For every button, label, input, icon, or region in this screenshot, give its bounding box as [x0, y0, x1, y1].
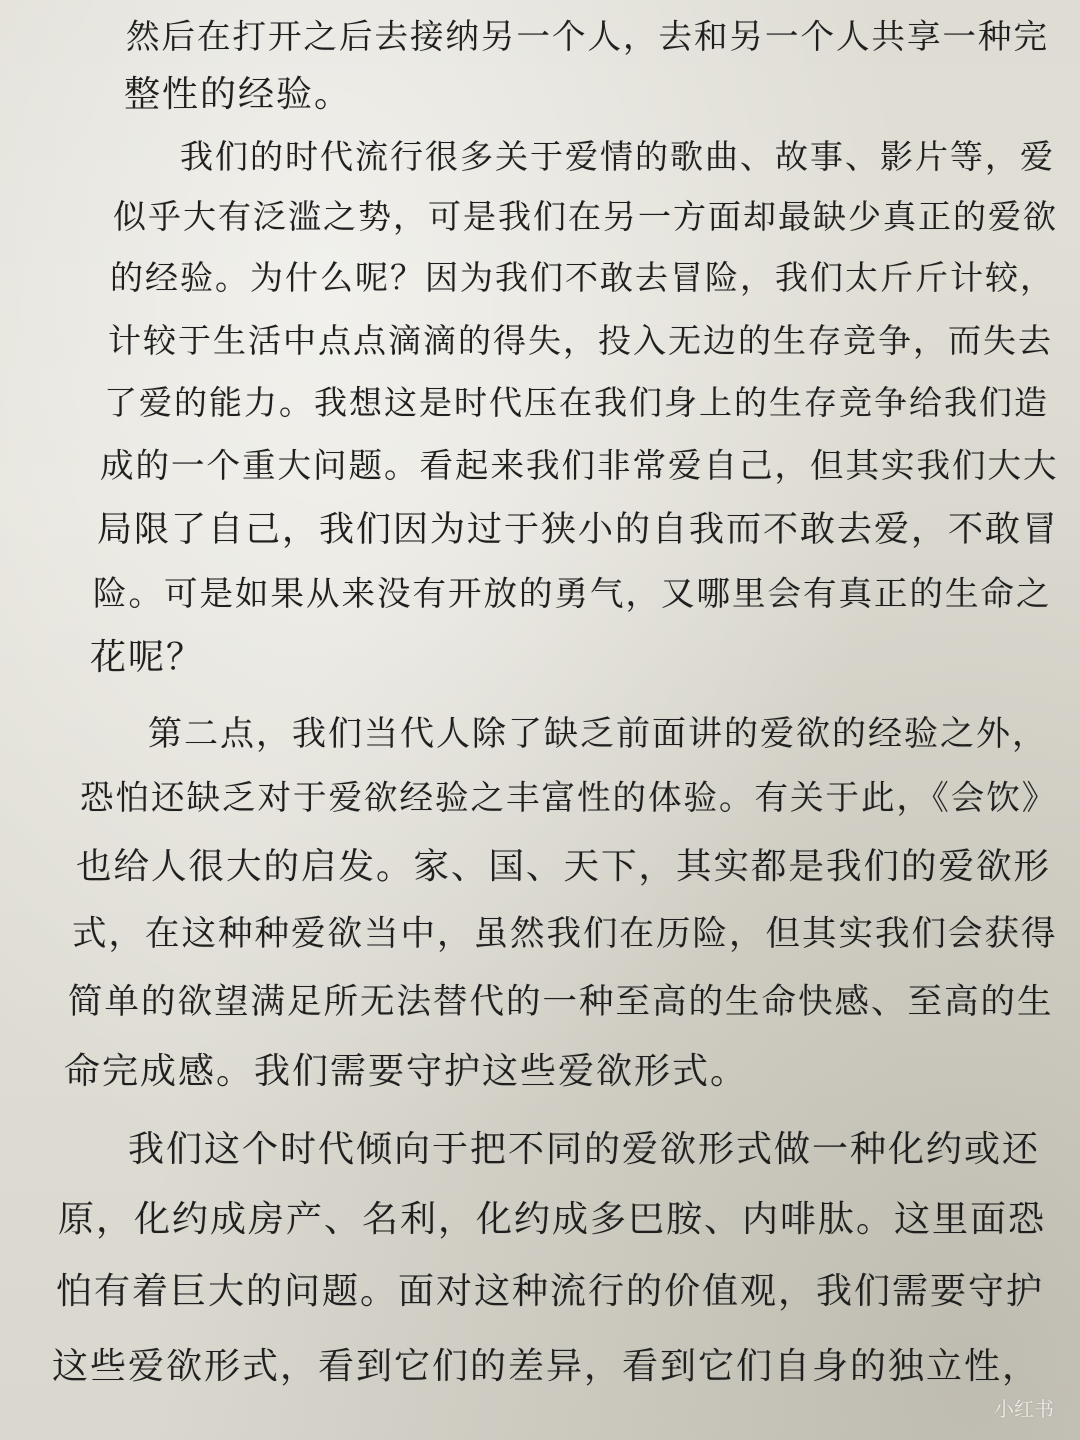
text-line: 然后在打开之后去接纳另一个人，去和另一个人共享一种完	[126, 17, 1049, 56]
text-line: 第二点，我们当代人除了缺乏前面讲的爱欲的经验之外，	[148, 714, 1048, 754]
watermark: 小红书	[994, 1397, 1054, 1421]
text-line: 整性的经验。	[124, 74, 353, 115]
text-line: 的经验。为什么呢？因为我们不敢去冒险，我们太斤斤计较，	[110, 258, 1055, 297]
text-line: 我们的时代流行很多关于爱情的歌曲、故事、影片等，爱	[180, 137, 1055, 176]
text-line: 险。可是如果从来没有开放的勇气，又哪里会有真正的生命之	[93, 574, 1052, 613]
show-through-text	[620, 88, 920, 128]
text-line: 我们这个时代倾向于把不同的爱欲形式做一种化约或还	[128, 1129, 1041, 1170]
text-line: 命完成感。我们需要守护这些爱欲形式。	[64, 1051, 749, 1092]
text-line: 原，化约成房产、名利，化约成多巴胺、内啡肽。这里面恐	[58, 1199, 1047, 1240]
text-line: 局限了自己，我们因为过于狭小的自我而不敢去爱，不敢冒	[97, 510, 1060, 550]
text-line: 也给人很大的启发。家、国、天下，其实都是我们的爱欲形	[76, 846, 1052, 887]
text-line: 花呢？	[90, 637, 205, 678]
text-line: 怕有着巨大的问题。面对这种流行的价值观，我们需要守护	[56, 1271, 1045, 1312]
text-line: 这些爱欲形式，看到它们的差异，看到它们自身的独立性，	[52, 1346, 1041, 1387]
text-line: 似乎大有泛滥之势，可是我们在另一方面却最缺少真正的爱欲	[113, 197, 1058, 236]
text-line: 了爱的能力。我想这是时代压在我们身上的生存竞争给我们造	[104, 383, 1049, 422]
text-line: 恐怕还缺乏对于爱欲经验之丰富性的体验。有关于此，《会饮》	[80, 778, 1058, 817]
text-line: 简单的欲望满足所无法替代的一种至高的生命快感、至高的生	[68, 982, 1054, 1022]
text-line: 成的一个重大问题。看起来我们非常爱自己，但其实我们大大	[100, 446, 1059, 485]
text-line: 计较于生活中点点滴滴的得失，投入无边的生存竞争，而失去	[108, 321, 1053, 360]
text-line: 式，在这种种爱欲当中，虽然我们在历险，但其实我们会获得	[72, 914, 1058, 954]
